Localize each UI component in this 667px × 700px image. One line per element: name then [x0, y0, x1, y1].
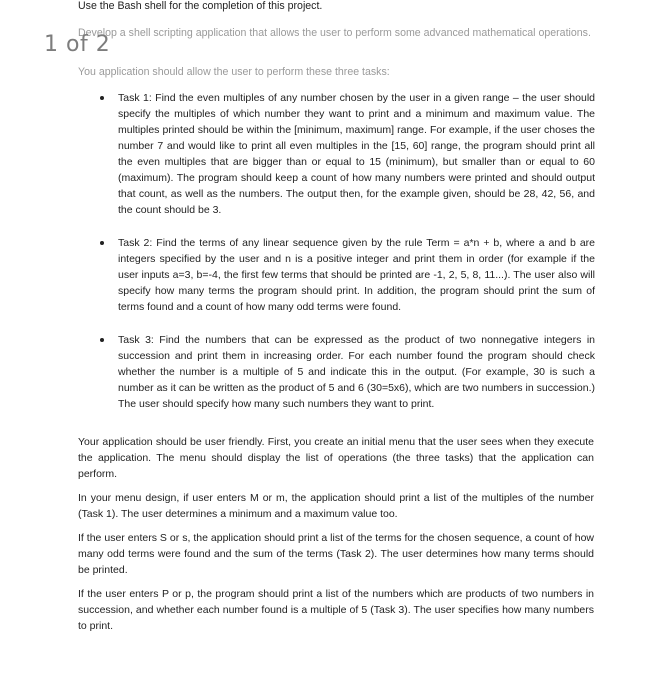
paragraph-menu-m: In your menu design, if user enters M or m, the application should print a list of the multiples of the number (Task 1). The user determines a minimum and a maximum value too.	[78, 492, 594, 520]
task-item-3	[100, 332, 595, 412]
paragraph-menu-intro: Your application should be user friendly. First, you create an initial menu that the user sees when they execute the application. The menu should display the list of operations (the three tasks) that the application can perform.	[78, 436, 594, 480]
task-item-2	[100, 235, 595, 315]
bullet-icon	[100, 241, 104, 245]
intro-line-develop: Develop a shell scripting application that allows the user to perform some advanced mathematical operations.	[78, 27, 591, 39]
requirements-section	[78, 434, 594, 634]
intro-line-bash: Use the Bash shell for the completion of this project.	[78, 0, 323, 12]
task-text: Task 1: Find the even multiples of any number chosen by the user in a given range – the user should specify the multiples of which number they want to print and a minimum and maximum value. The multiples printed should be within the [minimum, maximum] range. For example, if the user choses the number 7 and would like to print all even multiples in the [15, 60] range, the program should print all the even multiples that are bigger than or equal to 15 (minimum), but smaller than or equal to 60 (maximum). The program should keep a count of how many numbers were printed and should output that count, as well as the numbers. The output then, for the example given, should be 28, 42, 56, and the count should be 3.	[118, 92, 595, 216]
task-text: Task 3: Find the numbers that can be expressed as the product of two nonnegative integers in succession and print them in increasing order. For each number found the program should check whether the number is a multiple of 5 and indicate this in the output. (For example, 30 is such a number as it can be written as the product of 5 and 6 (30=5x6), which are two numbers in succession.) The user should specify how many such numbers they want to print.	[118, 334, 595, 410]
bullet-icon	[100, 96, 104, 100]
intro-line-tasks: You application should allow the user to perform these three tasks:	[78, 66, 390, 78]
task-text: Task 2: Find the terms of any linear sequence given by the rule Term = a*n + b, where a and b are integers specified by the user and n is a positive integer and print them in order (for example if the user inputs a=3, b=-4, the first few terms that should be printed are -1, 2, 5, 8, 11...). The user also will specify how many terms the program should print. In addition, the program should print the sum of terms found and a count of how many odd terms were found.	[118, 237, 595, 313]
paragraph-menu-p: If the user enters P or p, the program should print a list of the numbers which are products of two numbers in succession, and whether each number found is a multiple of 5 (Task 3). The user specifies how many numbers to print.	[78, 588, 594, 632]
bullet-icon	[100, 338, 104, 342]
page-indicator: 1 of 2	[44, 32, 111, 57]
paragraph-menu-s: If the user enters S or s, the application should print a list of the terms for the chosen sequence, a count of how many odd terms were found and the sum of the terms (Task 2). The user determines how many terms should be printed.	[78, 532, 594, 576]
task-list	[100, 90, 595, 412]
task-item-1	[100, 90, 595, 218]
